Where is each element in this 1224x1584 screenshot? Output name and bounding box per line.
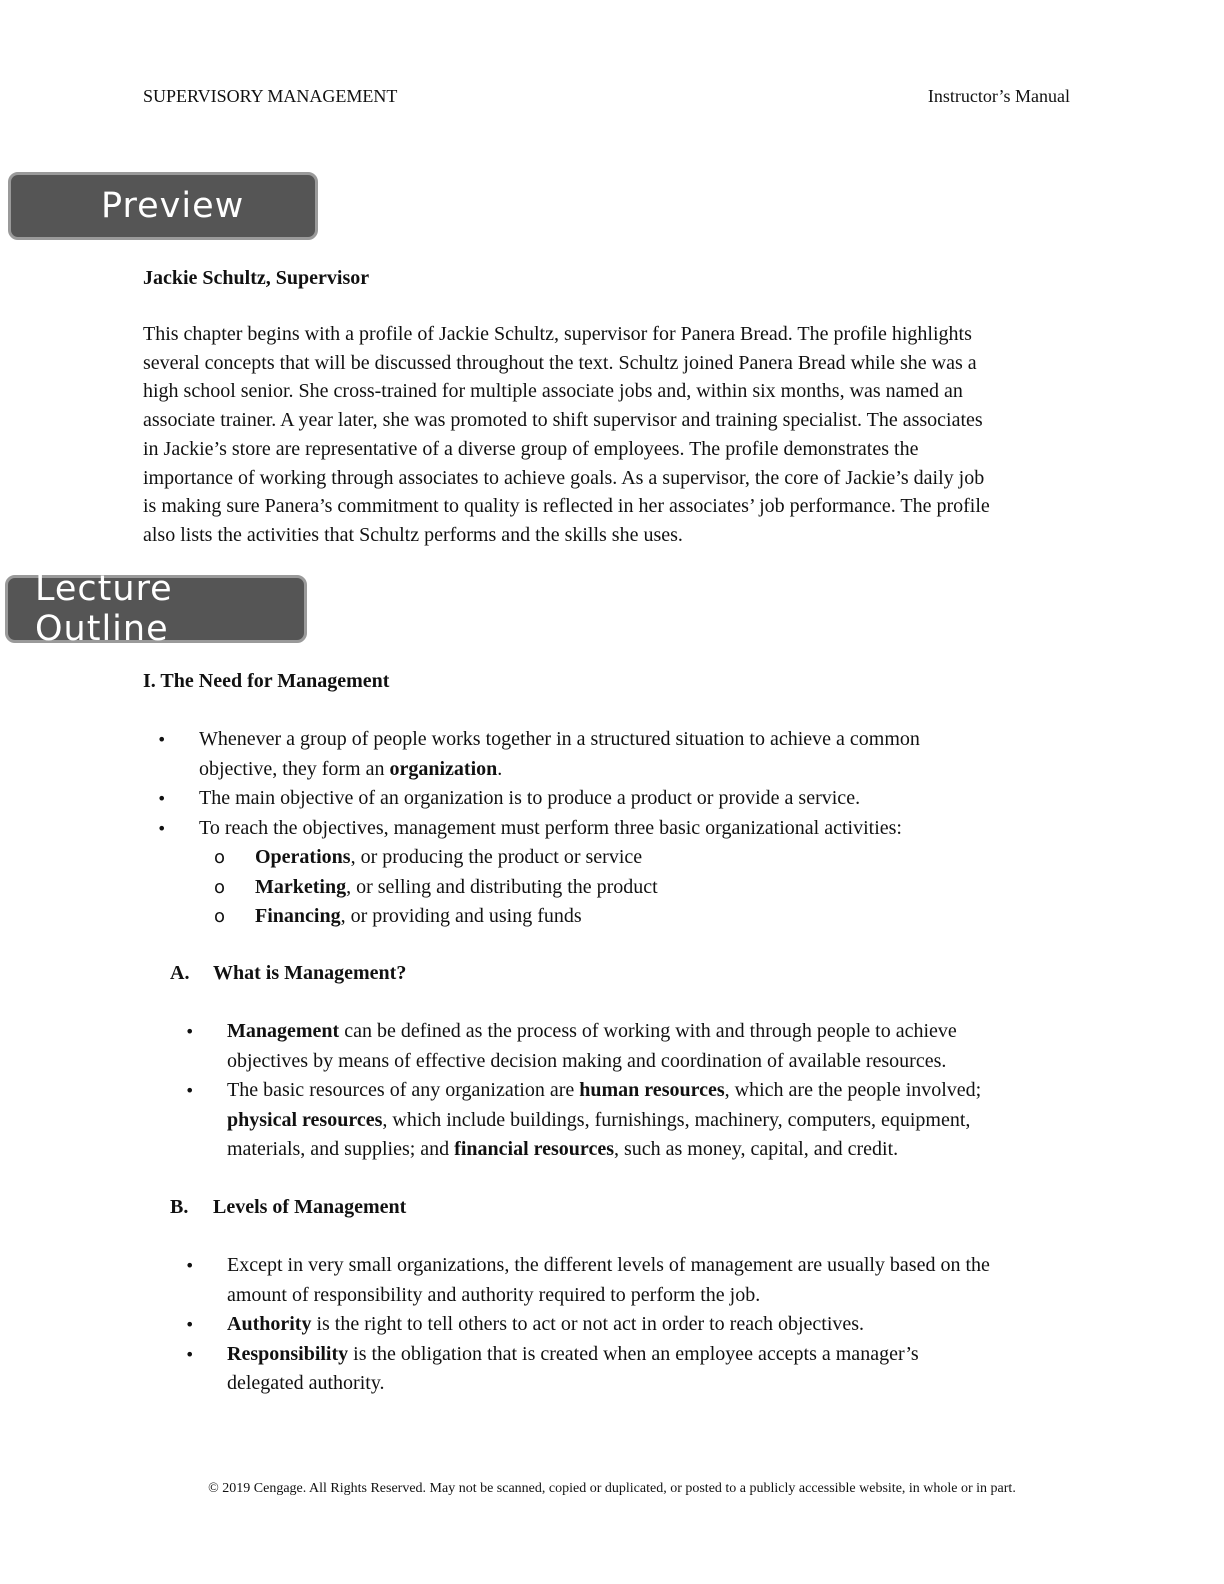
term-authority: Authority bbox=[227, 1313, 312, 1335]
subsection-letter: B. bbox=[170, 1196, 189, 1218]
what-is-management-list bbox=[227, 1017, 1077, 1165]
copyright-footer: © 2019 Cengage. All Rights Reserved. May not be scanned, copied or duplicated, or posted to a publicly accessible website, in whole or in part. bbox=[208, 1481, 1016, 1496]
term-responsibility: Responsibility bbox=[227, 1342, 349, 1365]
sublist-item: o Financing, or providing and using funds bbox=[255, 902, 1059, 932]
paragraph-line: This chapter begins with a profile of Jackie Schultz, supervisor for Panera Bread. The profile highlights bbox=[143, 323, 972, 345]
list-item: • Authority is the right to tell others to act or not act in order to reach objectives. bbox=[227, 1310, 1077, 1340]
list-item: • Except in very small organizations, the different levels of management are usually based on the amount of responsibility and authority required to perform the job. bbox=[227, 1251, 1077, 1310]
lecture-outline-banner bbox=[5, 569, 307, 649]
preview-banner-label: Preview bbox=[101, 186, 245, 226]
list-item: • Whenever a group of people works together in a structured situation to achieve a common objective, they form an organization. bbox=[199, 725, 1059, 784]
paragraph-line: several concepts that will be discussed throughout the text. Schultz joined Panera Bread while she was a bbox=[143, 351, 977, 374]
paragraph-line: in Jackie’s store are representative of a diverse group of employees. The profile demonstrates the bbox=[143, 437, 919, 460]
preview-banner bbox=[8, 172, 318, 240]
paragraph-line: is making sure Panera’s commitment to quality is reflected in her associates’ job performance. The profile bbox=[143, 495, 990, 518]
list-item: • To reach the objectives, management must perform three basic organizational activities: o Operations, or producing the product or service o Marketing, or selling and distributing the product o Financing, or providing and using funds bbox=[199, 814, 1059, 932]
term-physical-resources: physical resources bbox=[227, 1108, 383, 1131]
list-item: • The basic resources of any organization are human resources, which are the people involved; physical resources, which include buildings, furnishings, machinery, computers, equipment, materials, and supplies; and financial resources, such as money, capital, and credit. bbox=[227, 1076, 1077, 1165]
paragraph-line: associate trainer. A year later, she was promoted to shift supervisor and training specialist. The associates bbox=[143, 409, 983, 432]
sublist-item: o Operations, or producing the product or service bbox=[255, 843, 1059, 873]
subsection-a-heading bbox=[170, 959, 406, 987]
paragraph-line: also lists the activities that Schultz performs and the skills she uses. bbox=[143, 523, 683, 546]
running-header bbox=[143, 85, 1070, 107]
subsection-b-heading bbox=[170, 1193, 406, 1221]
term-marketing: Marketing bbox=[255, 875, 347, 898]
paragraph-line: high school senior. She cross-trained for multiple associate jobs and, within six months, was named an bbox=[143, 380, 963, 403]
need-for-management-list bbox=[199, 725, 1059, 932]
term-operations: Operations bbox=[255, 846, 351, 868]
activities-sublist bbox=[199, 843, 1059, 932]
lecture-banner-label: Lecture Outline bbox=[35, 569, 173, 649]
subsection-title: Levels of Management bbox=[213, 1196, 407, 1218]
term-financing: Financing bbox=[255, 905, 341, 927]
header-book-title: SUPERVISORY MANAGEMENT bbox=[143, 86, 398, 106]
term-human-resources: human resources bbox=[579, 1079, 725, 1101]
term-organization: organization bbox=[389, 757, 498, 780]
preview-paragraph bbox=[143, 320, 1073, 550]
preview-subject: Jackie Schultz, Supervisor bbox=[143, 267, 370, 289]
term-management: Management bbox=[227, 1020, 340, 1042]
levels-of-management-list bbox=[227, 1251, 1077, 1399]
list-item: • Responsibility is the obligation that is created when an employee accepts a manager’s delegated authority. bbox=[227, 1340, 1077, 1399]
sublist-item: o Marketing, or selling and distributing the product bbox=[255, 873, 1059, 903]
subsection-title: What is Management? bbox=[213, 962, 407, 984]
subsection-letter: A. bbox=[170, 962, 190, 984]
paragraph-line: importance of working through associates to achieve goals. As a supervisor, the core of Jackie’s daily job bbox=[143, 466, 985, 489]
list-item: • Management can be defined as the process of working with and through people to achieve objectives by means of effective decision making and coordination of available resources. bbox=[227, 1017, 1077, 1076]
term-financial-resources: financial resources bbox=[454, 1138, 614, 1160]
list-item: • The main objective of an organization is to produce a product or provide a service. bbox=[199, 784, 1059, 814]
header-manual-label: Instructor’s Manual bbox=[927, 86, 1070, 106]
section-title: I. The Need for Management bbox=[143, 670, 390, 692]
